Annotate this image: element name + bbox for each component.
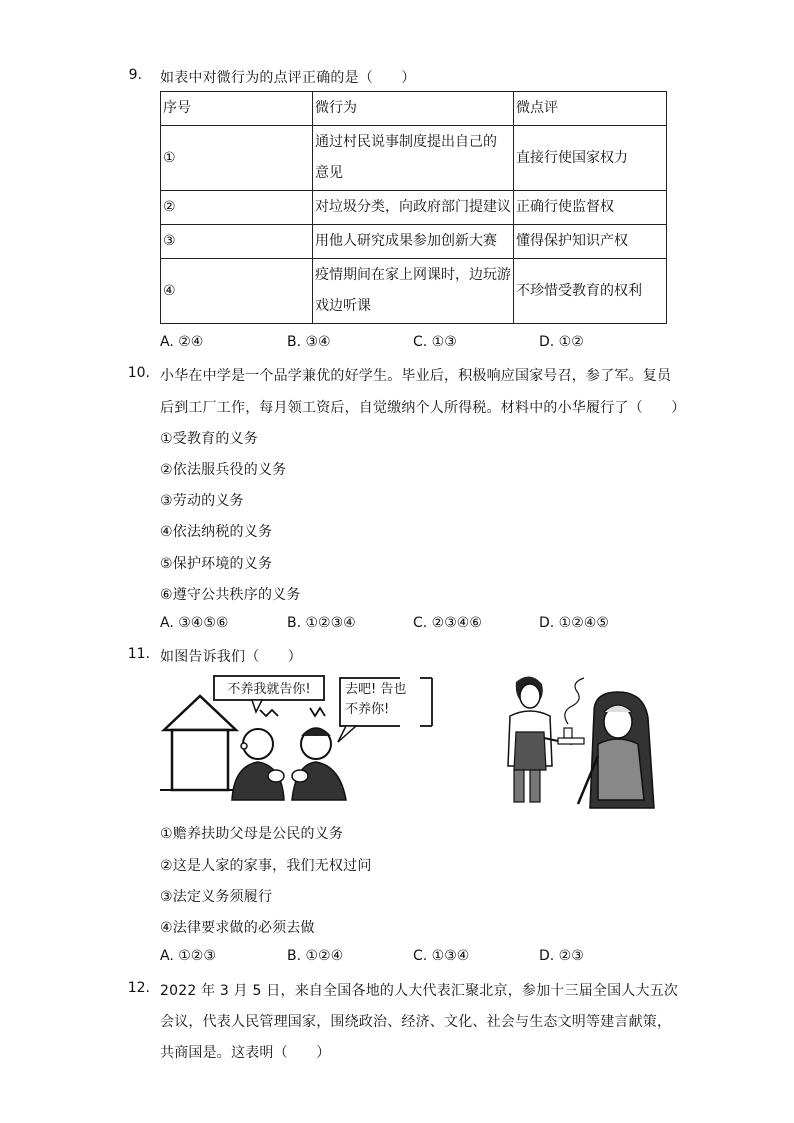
table-cell-behavior	[313, 126, 514, 191]
house-icon	[160, 696, 250, 790]
elderly-figure-in-armchair	[578, 692, 654, 808]
cell-line: 意见	[315, 165, 343, 181]
figure-left-bald-man	[232, 729, 284, 800]
question-number: 9.	[128, 67, 142, 83]
table-header-cell: 微点评	[514, 92, 667, 126]
question-number: 10.	[127, 365, 150, 381]
statement-item: ③劳动的义务	[160, 493, 244, 509]
table-cell-behavior: 对垃圾分类，向政府部门提建议	[313, 191, 514, 225]
table-cell-behavior	[313, 259, 514, 324]
table-header-cell: 序号	[161, 92, 313, 126]
table-cell-id: ③	[161, 225, 313, 259]
option-a[interactable]: A. ③④⑤⑥	[160, 615, 229, 631]
option-c[interactable]: C. ①③④	[413, 948, 470, 964]
woman-figure	[508, 676, 584, 802]
anger-mark-icon	[260, 708, 325, 716]
speech-bubble-left	[214, 676, 324, 712]
statement-item: ⑥遵守公共秩序的义务	[160, 587, 301, 603]
cell-line: 戏边听课	[315, 298, 371, 314]
figure-right-angry-man	[292, 728, 346, 800]
statement-item: ③法定义务须履行	[160, 889, 273, 905]
table-cell-comment: 正确行使监督权	[514, 191, 667, 225]
option-d[interactable]: D. ①②④⑤	[539, 615, 609, 631]
table-header-row	[161, 92, 667, 126]
table-cell-id: ②	[161, 191, 313, 225]
bubble-right-text	[345, 680, 425, 720]
option-a[interactable]: A. ①②③	[160, 948, 216, 964]
table-cell-id: ④	[161, 259, 313, 324]
option-a[interactable]: A. ②④	[160, 334, 204, 350]
table-row	[161, 259, 667, 324]
table-row	[161, 126, 667, 191]
bubble-right-line: 去吧! 告也	[345, 682, 407, 697]
statement-item: ②这是人家的家事，我们无权过问	[160, 858, 372, 874]
question-stem: 如表中对微行为的点评正确的是（ ）	[160, 70, 416, 86]
question-stem-line: 会议，代表人民管理国家，围绕政治、经济、文化、社会与生态文明等建言献策，	[160, 1014, 672, 1030]
statement-item: ①受教育的义务	[160, 431, 258, 447]
table-row	[161, 191, 667, 225]
option-b[interactable]: B. ③④	[287, 334, 331, 350]
bubble-right-line: 不养你!	[345, 702, 390, 717]
table-cell-comment: 不珍惜受教育的权利	[514, 259, 667, 324]
cartoon-caring-for-elder	[494, 672, 662, 810]
cell-line: 通过村民说事制度提出自己的	[315, 134, 497, 150]
steam-icon	[565, 678, 584, 724]
bubble-left-text: 不养我就告你!	[227, 682, 311, 697]
statement-item: ⑤保护环境的义务	[160, 556, 273, 572]
table-cell-comment: 懂得保护知识产权	[514, 225, 667, 259]
option-b[interactable]: B. ①②④	[287, 948, 344, 964]
question-stem-line: 小华在中学是一个品学兼优的好学生。毕业后，积极响应国家号召，参了军。复员	[160, 368, 672, 384]
question-number: 11.	[127, 646, 150, 662]
statement-item: ④法律要求做的必须去做	[160, 920, 315, 936]
evaluation-table	[160, 91, 667, 324]
question-stem-line: 2022 年 3 月 5 日，来自全国各地的人大代表汇聚北京，参加十三届全国人大五次	[160, 983, 679, 999]
table-cell-behavior: 用他人研究成果参加创新大赛	[313, 225, 514, 259]
option-d[interactable]: D. ②③	[539, 948, 584, 964]
table-cell-comment: 直接行使国家权力	[514, 126, 667, 191]
statement-item: ①赡养扶助父母是公民的义务	[160, 826, 344, 842]
question-number: 12.	[127, 980, 150, 996]
option-d[interactable]: D. ①②	[539, 334, 584, 350]
table-header-cell: 微行为	[313, 92, 514, 126]
option-c[interactable]: C. ②③④⑥	[413, 615, 482, 631]
option-c[interactable]: C. ①③	[413, 334, 457, 350]
table-cell-id: ①	[161, 126, 313, 191]
statement-item: ②依法服兵役的义务	[160, 462, 287, 478]
bubble-right-border-ext	[420, 672, 440, 732]
cell-line: 疫情期间在家上网课时，边玩游	[315, 267, 511, 283]
question-stem: 如图告诉我们（ ）	[160, 649, 302, 665]
option-b[interactable]: B. ①②③④	[287, 615, 356, 631]
question-stem-line: 共商国是。这表明（ ）	[160, 1045, 331, 1061]
table-row	[161, 225, 667, 259]
question-stem-line: 后到工厂工作，每月领工资后，自觉缴纳个人所得税。材料中的小华履行了（ ）	[160, 400, 686, 416]
statement-item: ④依法纳税的义务	[160, 524, 273, 540]
